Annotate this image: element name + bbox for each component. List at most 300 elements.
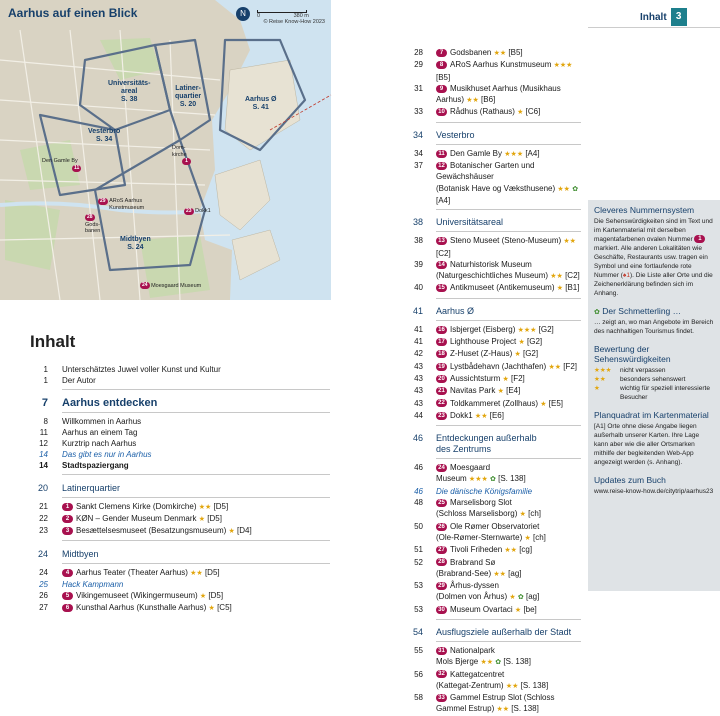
toc-entry[interactable] [401,521,581,545]
sidebar-text [594,217,714,298]
toc-page: 38 [412,217,423,228]
grid-ref: [ag] [526,592,540,602]
toc-section[interactable] [401,306,581,317]
scale-end: 380 m [293,13,309,19]
toc-entry[interactable] [401,47,581,59]
sidebar-title-text: Der Schmetterling … [602,306,682,316]
header-label: Inhalt [640,11,667,23]
rating-stars: ★ [514,606,522,614]
map-credit: © Reise Know-How 2023 [263,19,325,25]
toc-entry[interactable] [401,544,581,556]
toc-page: 40 [414,283,423,293]
sidebar-text-part: Die Sehenswürdigkeiten sind im Text und im Kartenmaterial mit derselben magentafarbenen ovalen Nummer [594,218,713,243]
toc-entry[interactable] [30,364,330,375]
toc-section[interactable] [401,627,581,638]
sight-number: 27 [436,546,447,554]
grid-ref: [C2] [436,248,451,258]
toc-page: 46 [412,433,423,444]
toc-entry[interactable] [401,497,581,521]
toc-text: (Ole-Rømer-Sternwarte) [436,532,523,542]
rating-stars: ★★★ [468,476,488,484]
toc-page: 44 [414,410,423,420]
sight-number: 8 [436,61,447,69]
sidebar-text-part: markiert. Alle anderen Lokalitäten wie Geschäfte, Restaurants usw. tragen ein Symbol und eine fortlaufende rote Nummer ( [594,245,708,279]
sight-number: 7 [436,49,447,57]
toc-text: (Schloss Marselisborg) [436,509,518,519]
rating-stars: ★★ [563,238,576,246]
toc-entry[interactable] [401,692,581,716]
toc-section-title: Aarhus entdecken [62,397,158,409]
rating-text: wichtig für speziell interessierte Besucher [620,385,710,401]
district-page: S. 20 [179,101,197,109]
divider [436,425,581,426]
sight-number: 9 [436,85,447,93]
toc-text: Aussichtsturm [450,373,501,383]
toc-entry[interactable] [401,282,581,294]
toc-page: 34 [412,129,423,140]
rating-stars: ★ [556,285,563,293]
sight-number: 30 [436,606,447,614]
toc-text: Den Gamle By [450,148,503,158]
header-divider [588,27,720,28]
toc-page: 53 [414,581,423,591]
toc-middle-column [401,47,581,716]
toc-text: Gammel Estrup Slot (Schloss [450,693,555,703]
toc-text: Isbjerget (Eisberg) [450,324,516,334]
district-label [175,85,201,109]
toc-page: 43 [414,386,423,396]
toc-page: 39 [414,259,423,269]
rating-stars: ★ [594,385,600,392]
toc-text: (Kattegat-Zentrum) [436,680,504,690]
toc-section-title: Ausflugsziele außerhalb der Stadt [436,626,572,637]
rating-stars: ★ [208,605,215,612]
rating-stars: ★ [514,351,521,359]
toc-page: 27 [39,603,48,612]
rating-stars: ★ [497,388,504,396]
toc-page: 1 [43,365,48,374]
district-page: S. 34 [95,136,113,144]
grid-ref: [C6] [525,107,541,117]
sight-number: 17 [436,338,447,346]
toc-text: Der Autor [62,376,96,385]
grid-ref: [B5] [508,48,523,57]
rating-legend-row [594,366,714,375]
map-poi[interactable] [184,208,211,216]
rating-stars: ★★★ [517,326,537,334]
sight-number: 14 [436,261,447,269]
toc-page: 22 [39,514,48,523]
sidebar-text-part: Orte ohne diese Angabe liegen außerhalb unserer Karten. Ihre Lage kann aber wie die aller Ortsmarken mithilfe der begleitenden Web-App angezeigt werden (s. Anhang). [594,423,700,466]
toc-entry[interactable] [30,579,330,590]
toc-page: 25 [39,580,48,589]
toc-entry[interactable] [30,602,330,614]
sight-number: 23 [436,412,447,420]
poi-label: Moesgaard Museum [151,282,202,289]
sight-number: 1 [62,503,73,511]
toc-entry[interactable] [401,259,581,283]
toc-page: 31 [414,83,423,93]
grid-ref: [D4] [237,526,252,535]
toc-text: Unterschätztes Juwel voller Kunst und Kultur [62,365,221,374]
toc-entry[interactable] [401,148,581,160]
sight-number: 15 [436,284,447,292]
toc-page: 52 [414,557,423,567]
grid-ref: [D5] [204,568,220,577]
toc-entry[interactable] [30,449,330,460]
district-name: Aarhus Ø [245,96,277,103]
page-title: Inhalt [30,332,76,351]
rating-stars: ★★ [493,50,507,57]
divider [436,122,581,123]
toc-text: Naturhistorisk Museum [450,259,532,269]
rating-stars: ★★ [190,570,203,577]
district-page: S. 38 [121,96,138,104]
toc-entry[interactable] [30,567,330,579]
poi-label: Dom- kirche [172,145,187,158]
divider [436,458,581,459]
toc-text: ARoS Aarhus Kunstmuseum [450,60,552,70]
divider [62,389,330,390]
toc-text: Dokk1 [450,410,473,420]
grid-ref: [be] [523,604,537,614]
toc-entry[interactable] [30,501,330,513]
toc-text: Steno Museet (Steno-Museum) [450,236,562,246]
sight-number: 18 [436,350,447,358]
sight-number: 25 [436,499,447,507]
toc-entry[interactable] [401,336,581,348]
butterfly-icon: ✿ [572,185,579,193]
toc-section[interactable] [401,433,581,455]
rating-stars: ★★★ [504,150,524,158]
divider [436,298,581,299]
map-poi[interactable] [140,282,201,290]
rating-stars: ★★ [557,185,570,193]
sight-number: 12 [436,162,447,170]
toc-page: 29 [414,60,423,70]
toc-page: 33 [414,107,423,117]
toc-section-title: Latinerquartier [62,483,121,493]
toc-text: Moesgaard [450,463,491,473]
toc-section[interactable] [30,482,330,494]
toc-page: 12 [39,439,48,448]
toc-entry[interactable] [401,385,581,397]
toc-text: Musikhuset Aarhus (Musikhaus Aarhus) [436,83,561,105]
sight-number: 19 [436,363,447,371]
toc-entry[interactable] [30,590,330,602]
toc-text: Antikmuseet (Antikemuseum) [450,283,555,293]
rating-stars: ★★ [496,706,510,714]
sight-number: 21 [436,387,447,395]
page-number: 3 [671,8,687,26]
rating-stars: ★★ [594,376,606,383]
toc-text: Aarhus Teater (Theater Aarhus) [76,568,188,577]
sight-number: 11 [436,150,447,158]
toc-page: 8 [43,417,48,426]
toc-entry[interactable] [401,361,581,373]
poi-pin: 23 [186,208,192,214]
rating-stars: ★★★ [553,62,573,70]
toc-page: 46 [414,486,423,496]
toc-text: (Naturgeschichtliches Museum) [436,271,549,281]
grid-ref: [E6] [489,410,504,420]
grid-ref: [F2] [563,361,578,371]
butterfly-icon: ✿ [517,594,524,602]
toc-text: Lystbådehavn (Jachthafen) [450,361,547,371]
toc-text: Willkommen in Aarhus [62,417,142,426]
toc-text: Godsbanen [450,48,492,57]
grid-ref: [B5] [436,72,451,82]
butterfly-icon: ✿ [495,659,502,667]
toc-entry[interactable] [401,580,581,604]
toc-text: Museum Ovartaci [450,604,513,614]
sight-number: 5 [62,592,73,600]
toc-section-title: des Zentrums [436,444,492,455]
toc-text: Nationalpark [450,645,495,655]
rating-stars: ★★ [493,570,506,578]
toc-page: 7 [41,397,48,409]
toc-entry[interactable] [30,438,330,449]
grid-ref: [G2] [527,337,543,347]
sidebar-text [594,422,714,467]
grid-ref: [E4] [506,386,521,396]
toc-entry[interactable] [401,645,581,669]
toc-page: 28 [414,48,423,57]
toc-text: Das gibt es nur in Aarhus [62,450,152,459]
grid-ref: [G2] [538,324,554,334]
toc-text: Kurztrip nach Aarhus [62,439,137,448]
toc-entry[interactable] [30,525,330,537]
divider [62,412,330,413]
sight-number: 10 [436,108,447,116]
updates-link[interactable]: www.reise-know-how.de/citytrip/aarhus23 [594,488,714,495]
toc-entry[interactable] [401,235,581,259]
divider [436,144,581,145]
divider [62,540,330,541]
toc-page: 1 [43,376,48,385]
toc-entry[interactable] [401,160,581,206]
toc-text: Toldkammeret (Zollhaus) [450,398,539,408]
toc-page: 56 [414,669,423,679]
toc-entry[interactable] [401,604,581,616]
sight-number: 33 [436,694,447,702]
toc-text: Mols Bjerge [436,657,479,667]
sight-number: 6 [62,604,73,612]
map-canvas [0,0,331,300]
rating-stars: ★★ [550,273,563,281]
grid-ref: [B6] [481,95,496,105]
toc-section-title: Aarhus Ø [436,305,475,316]
toc-text: Botanischer Garten und Gewächshäuser [436,161,535,182]
grid-ref: [ag] [508,568,522,578]
info-sidebar [588,200,720,591]
map-poi[interactable] [85,214,100,235]
grid-ref: [S. 138] [520,680,549,690]
grid-ref: [cg] [519,545,533,555]
toc-text: (Brabrand-See) [436,568,492,578]
rating-legend-row [594,375,714,384]
toc-entry[interactable] [401,398,581,410]
rating-legend-row [594,384,714,402]
poi-pin: 24 [142,282,148,288]
toc-entry[interactable] [401,373,581,385]
rating-stars: ★ [509,594,516,602]
toc-entry[interactable] [401,669,581,693]
sight-number: 3 [62,527,73,535]
sidebar-text-part: ). Die Liste aller Orte und die Zeichenerklärung befinden sich im Anhang. [594,272,713,297]
divider [436,231,581,232]
toc-page: 34 [414,148,423,158]
sight-number: 4 [62,569,73,577]
divider [62,497,330,498]
grid-ref: [A4] [525,148,540,158]
toc-text: Marselisborg Slot [450,498,512,508]
rating-stars: ★ [519,511,526,519]
toc-entry[interactable] [401,59,581,83]
toc-page: 26 [39,591,48,600]
toc-page: 58 [414,693,423,703]
toc-section[interactable] [401,130,581,141]
divider [436,619,581,620]
toc-section-title: Universitätsareal [436,217,504,228]
sight-number: 2 [62,515,73,523]
toc-text: Kattegatcentret [450,669,505,679]
sight-number: 32 [436,670,447,678]
rating-stars: ★ [524,534,531,542]
toc-entry[interactable] [401,462,581,486]
divider [436,320,581,321]
toc-text: Stadtspaziergang [62,461,129,470]
sidebar-title: Planquadrat im Kartenmaterial [594,410,709,420]
toc-entry[interactable] [30,513,330,525]
toc-page: 37 [414,161,423,171]
sidebar-text: … zeigt an, wo man Angebote im Bereich des nachhaltigen Tourismus findet. [594,319,714,335]
grid-ref: [C2] [565,271,580,281]
scale-start: 0 [257,13,261,19]
toc-text: Die dänische Königsfamilie [436,486,533,496]
toc-page: 43 [414,361,423,371]
toc-entry[interactable] [401,557,581,581]
grid-ref: [D5] [213,502,229,511]
toc-left-column [30,332,330,614]
sight-number: 13 [436,237,447,245]
map-poi[interactable] [42,158,81,172]
toc-text: Besættelsesmuseet (Besatzungsmuseum) [76,526,227,535]
sight-number: 28 [436,558,447,566]
district-name: Vesterbro [88,128,121,135]
grid-ref: [ch] [528,509,542,519]
poi-pin: 29 [100,198,106,204]
toc-page: 41 [412,305,423,316]
toc-section[interactable] [401,217,581,228]
toc-page: 21 [39,502,48,511]
rating-stars: ★ [228,528,235,535]
toc-text: Rådhus (Rathaus) [450,107,515,117]
grid-ref: [F2] [510,373,525,383]
toc-text: (Dolmen von Århus) [436,592,508,602]
grid-ref: [A1] [594,423,606,430]
toc-page: 20 [37,483,48,493]
toc-text: Brabrand Sø [450,557,496,567]
toc-section-title: Entdeckungen außerhalb [436,433,537,444]
sight-number: 20 [436,375,447,383]
toc-text: Århus-dyssen [450,581,499,591]
district-page: S. 41 [252,104,269,112]
rating-stars: ★★ [198,504,212,511]
toc-entry[interactable] [401,83,581,107]
grid-ref: [B1] [565,283,580,293]
toc-page: 53 [414,604,423,614]
grid-ref: [E5] [548,398,564,408]
rating-text: besonders sehenswert [620,376,686,383]
toc-page: 43 [414,398,423,408]
toc-entry[interactable] [401,324,581,336]
rating-stars: ★★ [466,97,479,105]
district-page: S. 24 [127,244,144,252]
sight-number: 22 [436,399,447,407]
toc-entry[interactable] [30,460,330,471]
district-name: Universitäts- areal [108,80,151,96]
toc-page: 43 [414,373,423,383]
district-label [120,236,151,252]
toc-entry[interactable] [30,416,330,427]
toc-section-title: Vesterbro [436,129,475,140]
toc-entry[interactable] [401,486,581,497]
butterfly-icon: ✿ [489,476,496,484]
toc-page: 46 [414,463,423,473]
rating-stars: ★★ [505,682,519,690]
toc-page: 54 [412,626,423,637]
district-name: Midtbyen [120,236,151,243]
rating-stars: ★ [198,516,206,523]
poi-label: Dokk1 [195,208,211,214]
toc-page: 42 [414,349,423,359]
toc-page: 48 [414,498,423,508]
sidebar-title [594,306,714,316]
toc-entry[interactable] [30,375,330,386]
map-poi[interactable] [172,145,191,166]
toc-page: 38 [414,236,423,246]
toc-text: Kunsthal Aarhus (Kunsthalle Aarhus) [76,603,207,612]
toc-page: 14 [39,461,48,470]
toc-text: Museum [436,474,467,484]
rating-text: nicht verpassen [620,367,666,374]
toc-text: Gammel Estrup) [436,704,495,714]
toc-page: 24 [37,549,48,559]
map-poi[interactable] [98,198,144,211]
toc-entry[interactable] [30,427,330,438]
toc-section[interactable] [30,397,330,409]
toc-entry[interactable] [401,410,581,422]
toc-text: Sankt Clemens Kirke (Domkirche) [76,502,197,511]
rating-stars: ★★★ [594,367,612,374]
divider [62,563,330,564]
sight-number: 1 [694,235,705,243]
toc-section[interactable] [30,548,330,560]
map-title: Aarhus auf einen Blick [8,6,138,20]
grid-ref: [S. 138] [503,657,531,667]
toc-text: Z-Huset (Z-Haus) [450,349,513,359]
grid-ref: [G2] [522,349,539,359]
sight-number: 24 [436,464,447,472]
divider [62,474,330,475]
toc-entry[interactable] [401,106,581,118]
poi-label: Den Gamle By [42,158,78,164]
toc-text: Navitas Park [450,386,496,396]
toc-entry[interactable] [401,348,581,360]
poi-label: Gods- banen [85,221,101,235]
map [0,0,331,300]
